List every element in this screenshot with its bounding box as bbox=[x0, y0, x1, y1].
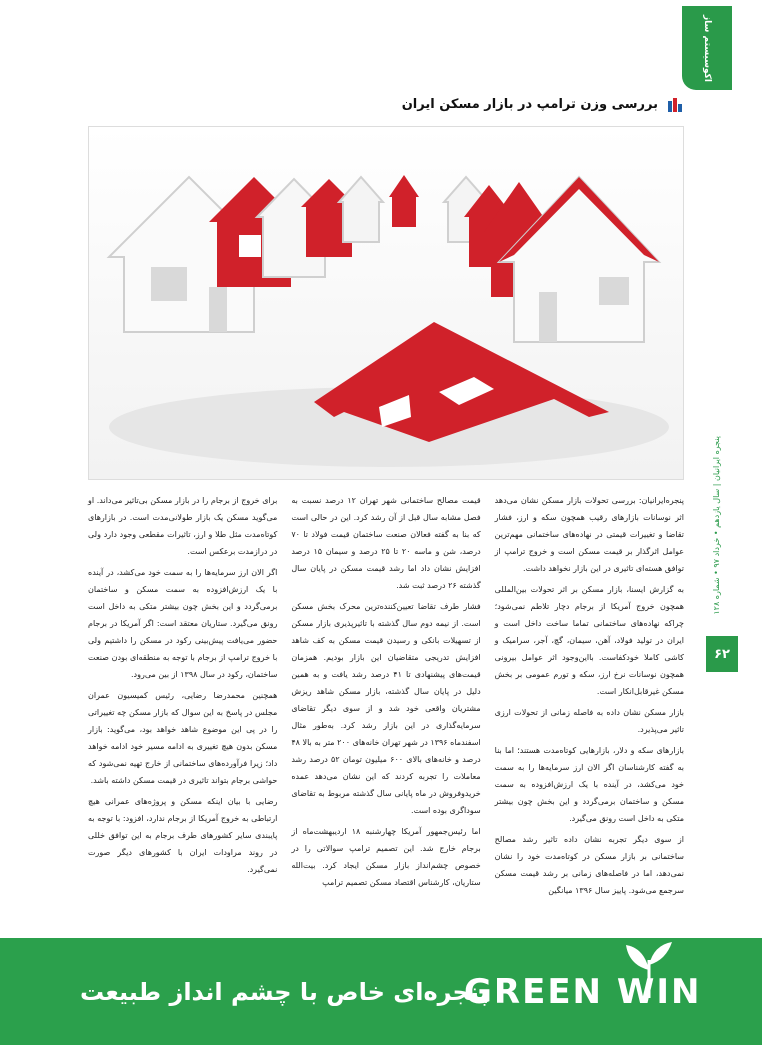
brand-logo: GREEN WIN bbox=[464, 972, 702, 1012]
paragraph: برای خروج از برجام را در بازار مسکن بی‌تاثیر می‌داند. او می‌گوید مسکن یک بازار طولانی‌مدت است. در بازارهای کوتاه‌مدت مثل طلا و ارز، تاثیرات مقطعی وجود دارد ولی در درازمدت برعکس است. bbox=[88, 496, 278, 556]
article-body bbox=[88, 492, 684, 932]
paragraph: فشار طرف تقاضا تعیین‌کننده‌ترین محرک بخش مسکن است. از نیمه دوم سال گذشته با تاثیرپذیری بازار مسکن از تسهیلات بانکی و رسیدن قیمت مسکن به کف شاهد افزایش تدریجی متقاضیان این بازار بودیم. همزمان قیمت‌های پیشنهادی تا ۴۱ درصد رشد یافت و به همین دلیل در پایان سال گذشته، بازار مسکن شاهد ریزش مشتریان واقعی خود شد و از سوی دیگر تقاضای سرمایه‌گذاری در این بازار رشد کرد. به‌طور مثال اسفندماه ۱۳۹۶ در شهر تهران خانه‌های ۲۰۰ متر به بالا ۴۸ درصد و خانه‌های بالای ۶۰۰ میلیون تومان ۵۲ درصد رشد معاملات را تجربه کردند که این نشان می‌دهد عمده خریدوفروش در ماه پایانی سال گذشته مربوط به تقاضای سوداگری بوده است. bbox=[291, 602, 481, 815]
column-left bbox=[88, 492, 277, 932]
paragraph: بازار مسکن نشان داده به فاصله زمانی از تحولات ارزی تاثیر می‌پذیرد. bbox=[494, 708, 684, 734]
bar-chart-icon bbox=[666, 96, 682, 112]
section-tab bbox=[682, 6, 732, 90]
paragraph: رضایی با بیان اینکه مسکن و پروژه‌های عمرانی هیچ ارتباطی به خروج آمریکا از برجام ندارد، افزود: با توجه به پایبندی سایر کشورهای طرف برجام به این توافق خللی در روند مراودات ایران با کشورهای دیگر صورت نمی‌گیرد. bbox=[88, 797, 278, 874]
column-middle bbox=[291, 492, 480, 932]
paragraph: همچنین محمدرضا رضایی، رئیس کمیسیون عمران مجلس در پاسخ به این سوال که بازار مسکن چه تغییراتی را در پی این موضوع شاهد خواهد بود، می‌گوید: بازار مسکن بدون هیچ تغییری به ادامه مسیر خود ادامه خواهد داد؛ زیرا فرآورده‌های ساختمانی از خارج تهیه نمی‌شود که حواشی برجام بتواند تاثیری در قیمت مسکن داشته باشد. bbox=[88, 691, 278, 785]
paragraph: قیمت مصالح ساختمانی شهر تهران ۱۲ درصد نسبت به فصل مشابه سال قبل از آن رشد کرد. این در حالی است که بنا به گفته فعالان صنعت ساختمان قیمت فولاد تا ۷۰ درصد، شن و ماسه ۲۰ تا ۲۵ درصد و سیمان ۱۵ درصد افزایش نشان داد اما رشد قیمت مسکن در پایان سال گذشته ۲۶ درصد ثبت شد. bbox=[291, 496, 481, 590]
article-title: بررسی وزن ترامپ در بازار مسکن ایران bbox=[401, 96, 658, 112]
page-number: ۶۲ bbox=[706, 636, 738, 672]
paragraph: بازارهای سکه و دلار، بازارهایی کوتاه‌مدت هستند؛ اما بنا به گفته کارشناسان اگر الان ارز سرمایه‌ها را به سمت خود می‌کشد، در آینده با یک ارزش‌افزوده به سمت مسکن و ساختمان برمی‌گردد و این بخش چون بیشتر متکی به داخل است رونق می‌گیرد. bbox=[494, 746, 684, 823]
paragraph: از سوی دیگر تجربه نشان داده تاثیر رشد مصالح ساختمانی بر بازار مسکن در کوتاه‌مدت خود را نشان نمی‌دهد، اما در فاصله‌های زمانی بر رشد قیمت مسکن سرجمع می‌شود. پاییز سال ۱۳۹۶ میانگین bbox=[494, 835, 684, 895]
issue-info-text: پنجره ایرانیان | سال یازدهم • خرداد ۹۷ • شماره ۱۲۸ bbox=[711, 435, 721, 615]
house-red-5 bbox=[389, 175, 419, 227]
houses-illustration bbox=[89, 127, 683, 479]
paragraph: به گزارش ایسنا، بازار مسکن بر اثر تحولات بین‌المللی همچون خروج آمریکا از برجام دچار تلاطم نمی‌شود؛ چراکه نهاده‌های ساختمانی تماما ساخت داخل است و ایران در تولید فولاد، آهن، سیمان، گچ، آجر، سرامیک و کاشی کاملا خودکفاست. بااین‌وجود اثر عوامل بیرونی همچون نوسانات نرخ ارز، سکه و تورم عمومی بر بخش مسکن غیرقابل‌انکار است. bbox=[494, 585, 684, 696]
paragraph: پنجره‌ایرانیان: بررسی تحولات بازار مسکن نشان می‌دهد اثر نوسانات بازارهای رقیب همچون سکه و ارز، فشار تقاضا و تغییرات قیمتی در نهاده‌های ساختمانی مهم‌ترین عوامل اثرگذار بر قیمت مسکن است و خروج ترامپ از توافق هسته‌ای تاثیری در این بازار نخواهد داشت. bbox=[494, 496, 684, 573]
house-white-4 bbox=[339, 177, 383, 242]
houses-photo bbox=[88, 126, 684, 480]
issue-info bbox=[704, 410, 728, 640]
paragraph: اما رئیس‌جمهور آمریکا چهارشنبه ۱۸ اردیبهشت‌ماه از برجام خارج شد. این تصمیم ترامپ سوالاتی را در خصوص چشم‌انداز بازار مسکن ایجاد کرد. بیت‌الله ستاریان، کارشناس اقتصاد مسکن تصمیم ترامپ bbox=[291, 827, 481, 887]
paragraph: اگر الان ارز سرمایه‌ها را به سمت خود می‌کشد، در آینده با یک ارزش‌افزوده به سمت مسکن و ساختمان برمی‌گردد و این بخش چون بیشتر متکی به داخل است رونق می‌گیرد. ستاریان معتقد است: اگر آمریکا در برجام حضور می‌یافت پیش‌بینی رکود در مسکن را داشتیم ولی با خروج ترامپ از برجام با توجه به منطقه‌ای بودن صنعت ساختمان، رکود در سال ۱۳۹۸ از بین می‌رود. bbox=[88, 568, 278, 679]
banner-slogan: پنجره‌ای خاص با چشم انداز طبیعت bbox=[80, 978, 489, 1006]
column-right bbox=[495, 492, 684, 932]
section-tab-label: اکوسیستم ساز bbox=[702, 14, 712, 82]
article-header bbox=[370, 92, 682, 116]
